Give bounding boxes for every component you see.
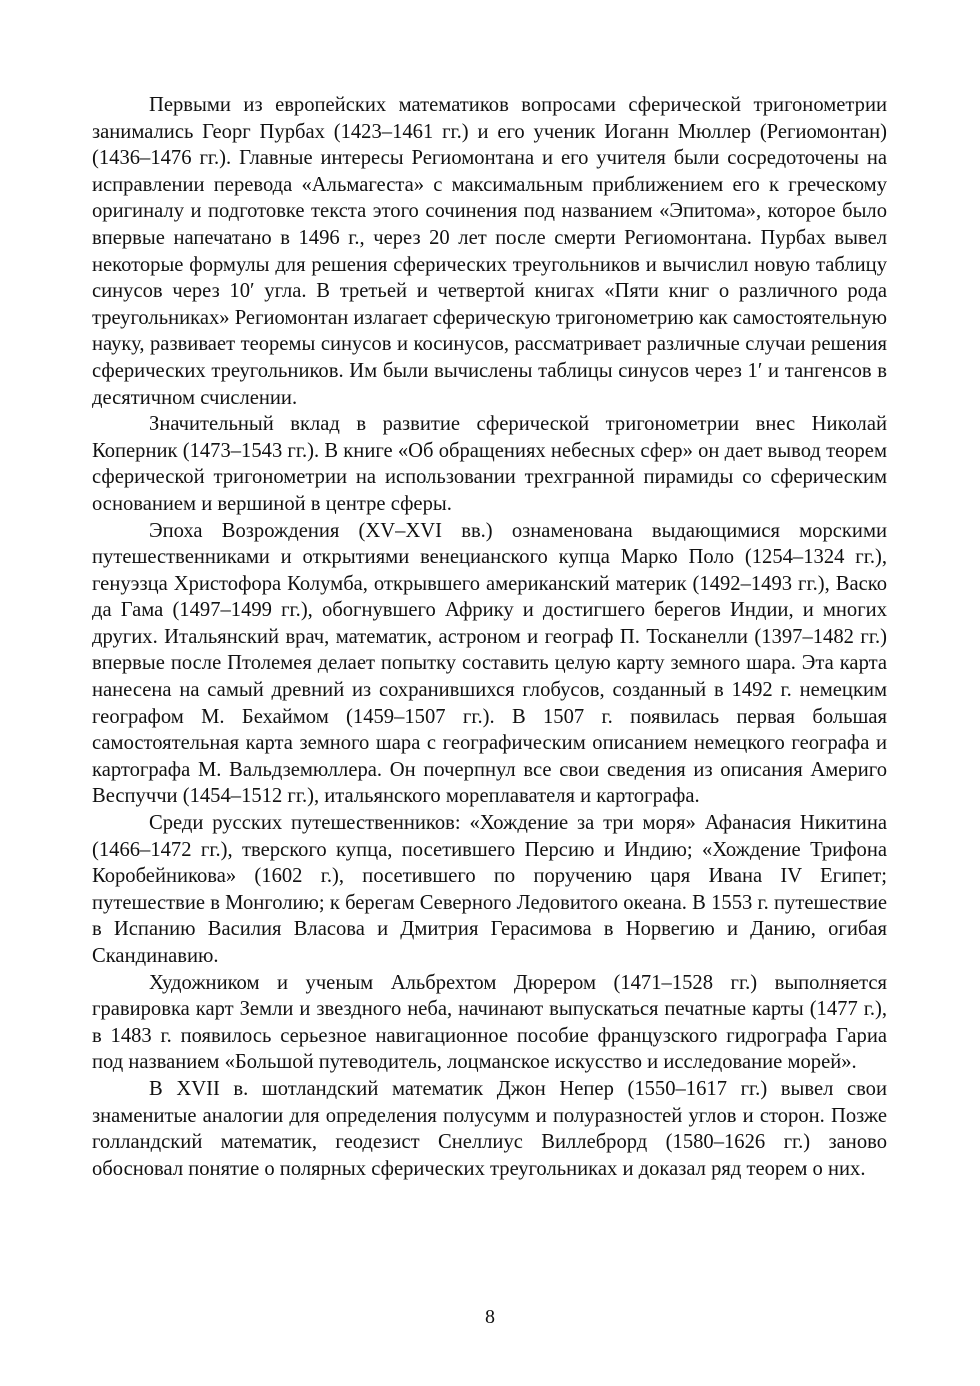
page-body bbox=[92, 92, 887, 1182]
paragraph-copernicus: Значительный вклад в развитие сферической тригонометрии внес Николай Коперник (1473–1543 гг.). В книге «Об обращениях небесных сфер» он дает вывод теорем сферической тригонометрии на использовании трехгранной пирамиды со сферическим основанием и вершиной в центре сферы. bbox=[92, 413, 887, 515]
paragraph-durer-maps: Художником и ученым Альбрехтом Дюрером (1471–1528 гг.) выполняется гравировка карт Земли и звездного неба, начинают выпускаться печатные карты (1477 г.), в 1483 г. появилось серьезное навигационное пособие французского гидрографа Гариа под названием «Большой путеводитель, лоцманское искусство и исследование морей». bbox=[92, 971, 887, 1074]
paragraph-russian-travelers: Среди русских путешественников: «Хождение за три моря» Афанасия Никитина (1466–1472 гг.), тверского купца, посетившего Персию и Индию; «Хождение Трифона Коробейникова» (1602 г.), посетившего по поручению царя Ивана IV Египет; путешествие в Монголию; к берегам Северного Ледовитого океана. В 1553 г. путешествие в Испанию Василия Власова и Дмитрия Герасимова в Норвегию и Данию, огибая Скандинавию. bbox=[92, 812, 887, 967]
paragraph-napier-snellius: В XVII в. шотландский математик Джон Непер (1550–1617 гг.) вывел свои знаменитые аналогии для определения полусумм и полуразностей углов и сторон. Позже голландский математик, геодезист Снеллиус Виллеброрд (1580–1626 гг.) заново обосновал понятие о полярных сферических треугольниках и доказал ряд теорем о них. bbox=[92, 1077, 887, 1180]
page-number: 8 bbox=[485, 1306, 495, 1328]
paragraph-renaissance-voyages: Эпоха Возрождения (XV–XVI вв.) ознаменована выдающимися морскими путешественниками и открытиями венецианского купца Марко Поло (1254–1324 гг.), генуэзца Христофора Колумба, открывшего американский материк (1492–1493 гг.), Васко да Гама (1497–1499 гг.), обогнувшего Африку и достигшего берегов Индии, и многих других. Итальянский врач, математик, астроном и географ П. Тосканелли (1397–1482 гг.) впервые после Птолемея делает попытку составить целую карту земного шара. Эта карта нанесена на самый древний из сохранившихся глобусов, созданный в 1492 г. немецким географом М. Бехаймом (1459–1507 гг.). В 1507 г. появилась первая большая самостоятельная карта земного шара с географическим описанием немецкого географа и картографа М. Вальдземюллера. Он почерпнул все свои сведения из описания Америго Веспуччи (1454–1512 гг.), итальянского мореплавателя и картографа. bbox=[92, 519, 887, 808]
paragraph-purbach-regiomontanus: Первыми из европейских математиков вопросами сферической тригонометрии занимались Георг Пурбах (1423–1461 гг.) и его ученик Иоганн Мюллер (Региомонтан) (1436–1476 гг.). Главные интересы Региомонтана и его учителя были сосредоточены на исправлении перевода «Альмагеста» с максимальным приближением его к греческому оригиналу и подготовке текста этого сочинения под названием «Эпитома», которое было впервые напечатано в 1496 г., через 20 лет после смерти Региомонтана. Пурбах вывел некоторые формулы для решения сферических треугольников и вычислил новую таблицу синусов через 10′ угла. В третьей и четвертой книгах «Пяти книг о различного рода треугольниках» Региомонтан излагает сферическую тригонометрию как самостоятельную науку, развивает теоремы синусов и косинусов, рассматривает различные случаи решения сферических треугольников. Им были вычислены таблицы синусов через 1′ и тангенсов в десятичном счислении. bbox=[92, 94, 887, 409]
